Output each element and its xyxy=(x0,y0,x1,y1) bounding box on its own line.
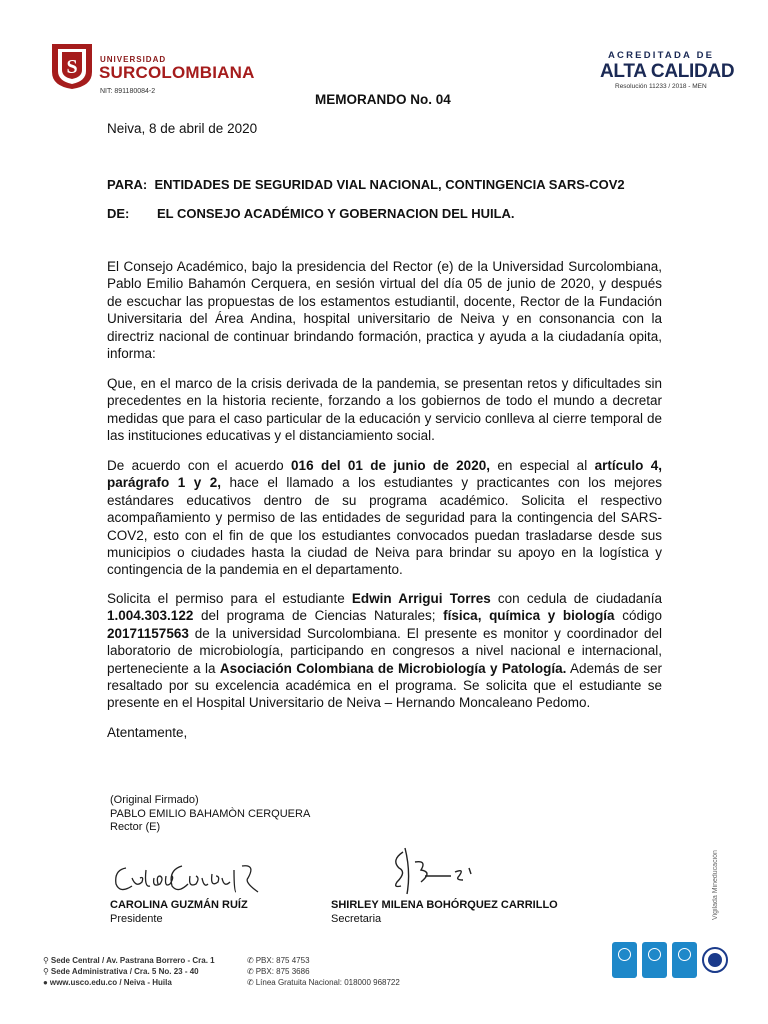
phone-icon: ✆ xyxy=(247,967,254,976)
certification-seal-icon xyxy=(612,942,637,978)
phone-icon: ✆ xyxy=(247,978,254,987)
rector-signature-block xyxy=(110,794,310,835)
body-paragraph-2: Que, en el marco de la crisis derivada de la pandemia, se presentan retos y dificultades sin precedentes en la historia reciente, forzando a los gobiernos de todo el mundo a decretar medidas que para el caso particular de la educación y servicio conlleva al cierre temporal de las instituciones educativas y el distanciamiento social. xyxy=(107,376,662,444)
president-name: CAROLINA GUZMÁN RUÍZ xyxy=(110,899,248,911)
de-label: DE: xyxy=(107,206,130,221)
student-code: 20171157563 xyxy=(107,625,189,641)
para-label: PARA: xyxy=(107,177,148,192)
student-id: 1.004.303.122 xyxy=(107,608,194,624)
university-small-label: UNIVERSIDAD xyxy=(100,55,167,64)
handwritten-signature-shirley xyxy=(385,842,490,900)
para-value: ENTIDADES DE SEGURIDAD VIAL NACIONAL, CONTINGENCIA SARS-COV2 xyxy=(154,177,625,192)
university-name: SURCOLOMBIANA xyxy=(99,63,255,82)
accreditation-small-label: ACREDITADA DE xyxy=(608,50,715,61)
website-link[interactable]: www.usco.edu.co / Neiva - Huila xyxy=(49,978,172,987)
body-paragraph-3: De acuerdo con el acuerdo 016 del 01 de junio de 2020, en especial al artículo 4, parágrafo 1 y 2, hace el llamado a los estudiantes y practicantes con los mejores estándares educativos dentro de su programa académico. Solicita el respectivo acompañamiento y permiso de las entidades de seguridad para la contingencia del SARS-COV2, esto con el fin de que los estudiantes convocados puedan trasladarse desde sus municipios o ciudades hasta la ciudad de Neiva para brindar su apoyo en la logística y contingencia de la pandemia en el departamento. xyxy=(107,458,662,578)
secretary-name: SHIRLEY MILENA BOHÓRQUEZ CARRILLO xyxy=(331,899,558,911)
secretary-title: Secretaria xyxy=(331,913,382,925)
accreditation-title: ALTA CALIDAD xyxy=(600,61,735,82)
phone-3: Línea Gratuita Nacional: 018000 968722 xyxy=(255,978,400,987)
accreditation-resolution: Resolución 11233 / 2018 - MEN xyxy=(615,83,707,90)
phone-1: PBX: 875 4753 xyxy=(255,956,310,965)
phone-icon: ✆ xyxy=(247,956,254,965)
student-name: Edwin Arrigui Torres xyxy=(351,591,491,606)
handwritten-signature-carolina xyxy=(108,848,268,900)
rector-title: Rector (E) xyxy=(110,821,161,833)
svg-text:S: S xyxy=(66,56,78,78)
body-paragraph-4: Solicita el permiso para el estudiante Edwin Arrigui Torres con cedula de ciudadanía 1.004.303.122 del programa de Ciencias Naturales; física, química y biología código 20171157563 de la universidad Surcolombiana. El presente es monitor y coordinador del laboratorio de microbiología, participando en congresos a nivel nacional e internacional, perteneciente a la Asociación Colombiana de Microbiología y Patología. Además de ser resaltado por su excelencia académica en el programa. Se solicita que el estudiante se presente en el Hospital Universitario de Neiva – Hernando Moncaleano Pedomo. xyxy=(107,591,663,711)
agreement-ref: 016 del 01 de junio de 2020, xyxy=(291,458,490,473)
de-value: EL CONSEJO ACADÉMICO Y GOBERNACION DEL HUILA. xyxy=(157,206,515,221)
president-title: Presidente xyxy=(110,913,163,925)
footer-phones xyxy=(247,955,400,988)
article-ref: artículo 4, parágrafo 1 y 2, xyxy=(107,458,662,491)
university-nit: NIT: 891180084-2 xyxy=(100,88,156,95)
footer-addresses xyxy=(43,955,215,988)
map-pin-icon: ⚲ xyxy=(43,967,49,976)
vigilada-note: Vigilada Mineducación xyxy=(712,850,719,920)
secretary-signature-block xyxy=(331,898,558,926)
closing: Atentamente, xyxy=(107,725,188,740)
globe-icon: ● xyxy=(43,978,48,987)
memo-date: Neiva, 8 de abril de 2020 xyxy=(107,121,258,136)
university-shield-logo xyxy=(50,42,94,90)
rector-name: PABLO EMILIO BAHAMÒN CERQUERA xyxy=(110,807,311,820)
certification-seal-icon xyxy=(702,947,728,973)
certification-seal-icon xyxy=(672,942,697,978)
memo-title: MEMORANDO No. 04 xyxy=(315,92,451,107)
president-signature-block xyxy=(110,898,248,926)
address-central: Sede Central / Av. Pastrana Borrero - Cra. 1 xyxy=(50,956,215,965)
memo-para-line xyxy=(107,177,625,192)
memo-de-line xyxy=(107,206,515,221)
body-paragraph-1: El Consejo Académico, bajo la presidencia del Rector (e) de la Universidad Surcolombiana, Pablo Emilio Bahamón Cerquera, en sesión virtual del día 05 de junio de 2020, y después de escuchar las propuestas de los estamentos estudiantil, docente, Rector de la Fundación Universitaria del Área Andina, hospital universitario de Neiva y en consonancia con la directriz nacional de continuar brindando formación, practica y ayuda a la ciudadanía opita, informa: xyxy=(107,259,662,362)
association-name: Asociación Colombiana de Microbiología y Patología. xyxy=(219,660,567,676)
phone-2: PBX: 875 3686 xyxy=(255,967,310,976)
program-name: física, química y biología xyxy=(443,608,615,624)
address-admin: Sede Administrativa / Cra. 5 No. 23 - 40 xyxy=(50,967,199,976)
original-signed-note: (Original Firmado) xyxy=(110,794,199,806)
certification-seal-icon xyxy=(642,942,667,978)
map-pin-icon: ⚲ xyxy=(43,956,49,965)
